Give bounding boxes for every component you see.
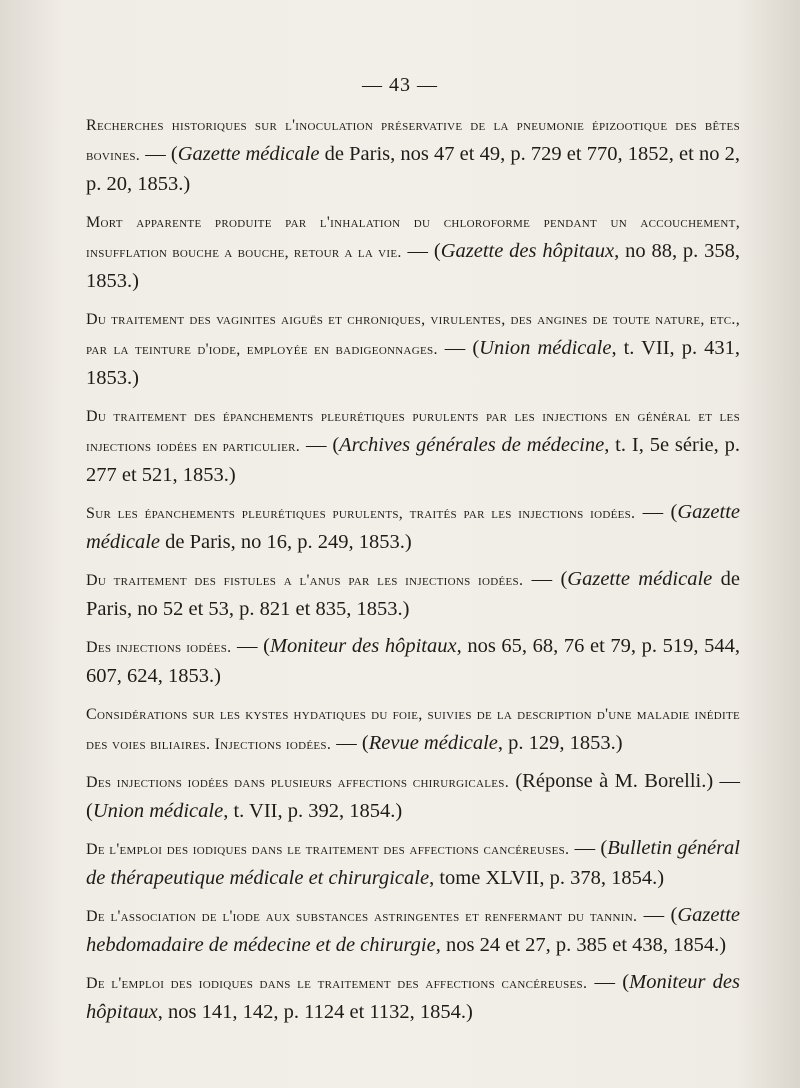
bibliography-entry <box>86 207 740 296</box>
entry-title: Du traitement des vaginites aiguës et chroniques, virulentes, des angines de toute nature, etc., par la teinture d'iode, employée en badigeonnages. <box>86 311 740 358</box>
entry-dash: — ( <box>401 240 441 262</box>
entry-title: Recherches historiques sur l'inoculation préservative de la pneumonie épizootique des bêtes bovines. <box>86 117 740 164</box>
entry-source: Gazette hebdomadaire de médecine et de chirurgie <box>86 904 740 956</box>
page-number: — 43 — <box>362 74 438 96</box>
entry-source: Moniteur des hôpitaux <box>86 971 740 1023</box>
entry-dash: — ( <box>437 337 480 359</box>
entry-details: de Paris, no 52 et 53, p. 821 et 835, 1853.) <box>86 568 740 620</box>
entry-title: De l'emploi des iodiques dans le traitement des affections cancéreuses. <box>86 975 588 992</box>
bibliography-entry <box>86 834 740 893</box>
entry-title: De l'association de l'iode aux substances astringentes et renfermant du tannin. <box>86 908 638 925</box>
entry-source: Union médicale <box>92 800 224 822</box>
entry-dash: — ( <box>231 635 270 657</box>
entry-source: Gazette médicale <box>177 143 320 165</box>
bibliography-entry <box>86 901 740 960</box>
entry-source: Revue médicale <box>368 732 498 754</box>
entry-source: Moniteur des hôpitaux <box>269 635 457 657</box>
entry-details: , nos 24 et 27, p. 385 et 438, 1854.) <box>435 934 727 956</box>
bibliography-entry <box>86 767 740 826</box>
entry-dash: — ( <box>635 501 678 523</box>
bibliography-entry <box>86 401 740 490</box>
entry-dash: — ( <box>140 143 178 165</box>
bibliography-list <box>86 110 740 1035</box>
entry-details: , t. I, 5e série, p. 277 et 521, 1853.) <box>86 434 740 486</box>
entry-details: , nos 141, 142, p. 1124 et 1132, 1854.) <box>157 1001 473 1023</box>
bibliography-entry <box>86 632 740 691</box>
entry-title: Des injections iodées dans plusieurs affections chirurgicales. <box>86 774 510 791</box>
bibliography-entry <box>86 968 740 1027</box>
entry-details: , p. 129, 1853.) <box>497 732 623 754</box>
entry-dash: — ( <box>331 732 369 754</box>
entry-title: Mort apparente produite par l'inhalation du chloroforme pendant un accouchement, insufflation bouche a bouche, retour a la vie. <box>86 214 740 261</box>
entry-source: Gazette médicale <box>567 568 713 590</box>
entry-details: , no 88, p. 358, 1853.) <box>86 240 741 292</box>
entry-details: , t. VII, p. 392, 1854.) <box>223 800 403 822</box>
entry-details: de Paris, no 16, p. 249, 1853.) <box>160 531 412 553</box>
bibliography-entry <box>86 565 740 624</box>
entry-dash: — ( <box>637 904 678 926</box>
entry-title: De l'emploi des iodiques dans le traitement des affections cancéreuses. <box>86 841 570 858</box>
entry-title: Considérations sur les kystes hydatiques du foie, suivies de la description d'une maladie inédite des voies biliaires. Injections iodées. <box>86 706 740 753</box>
entry-title: Des injections iodées. <box>86 639 232 656</box>
entry-details: , t. VII, p. 431, 1853.) <box>86 337 740 389</box>
entry-title: Sur les épanchements pleurétiques purulents, traités par les injections iodées. <box>86 505 636 522</box>
entry-source: Archives générales de médecine <box>339 434 605 456</box>
bibliography-entry <box>86 304 740 393</box>
entry-title: Du traitement des épanchements pleurétiques purulents par les injections en général et les injections iodées en particulier. <box>86 408 740 455</box>
entry-source: Gazette médicale <box>86 501 740 553</box>
entry-source: Gazette des hôpitaux <box>440 240 615 262</box>
entry-title: Du traitement des fistules a l'anus par les injections iodées. <box>86 572 524 589</box>
entry-source: Bulletin général de thérapeutique médicale et chirurgicale <box>86 837 741 889</box>
entry-dash: — ( <box>587 971 630 993</box>
entry-source: Union médicale <box>479 337 612 359</box>
entry-details: de Paris, nos 47 et 49, p. 729 et 770, 1852, et no 2, p. 20, 1853.) <box>86 143 740 195</box>
entry-details: , nos 65, 68, 76 et 79, p. 519, 544, 607, 624, 1853.) <box>86 635 740 687</box>
entry-dash: — ( <box>569 837 608 859</box>
bibliography-entry <box>86 699 740 759</box>
entry-dash: — ( <box>300 434 340 456</box>
entry-dash: — ( <box>523 568 568 590</box>
entry-dash: (Réponse à M. Borelli.) — ( <box>86 770 741 822</box>
bibliography-entry <box>86 110 740 199</box>
bibliography-entry <box>86 498 740 557</box>
entry-details: , tome XLVII, p. 378, 1854.) <box>429 867 665 889</box>
